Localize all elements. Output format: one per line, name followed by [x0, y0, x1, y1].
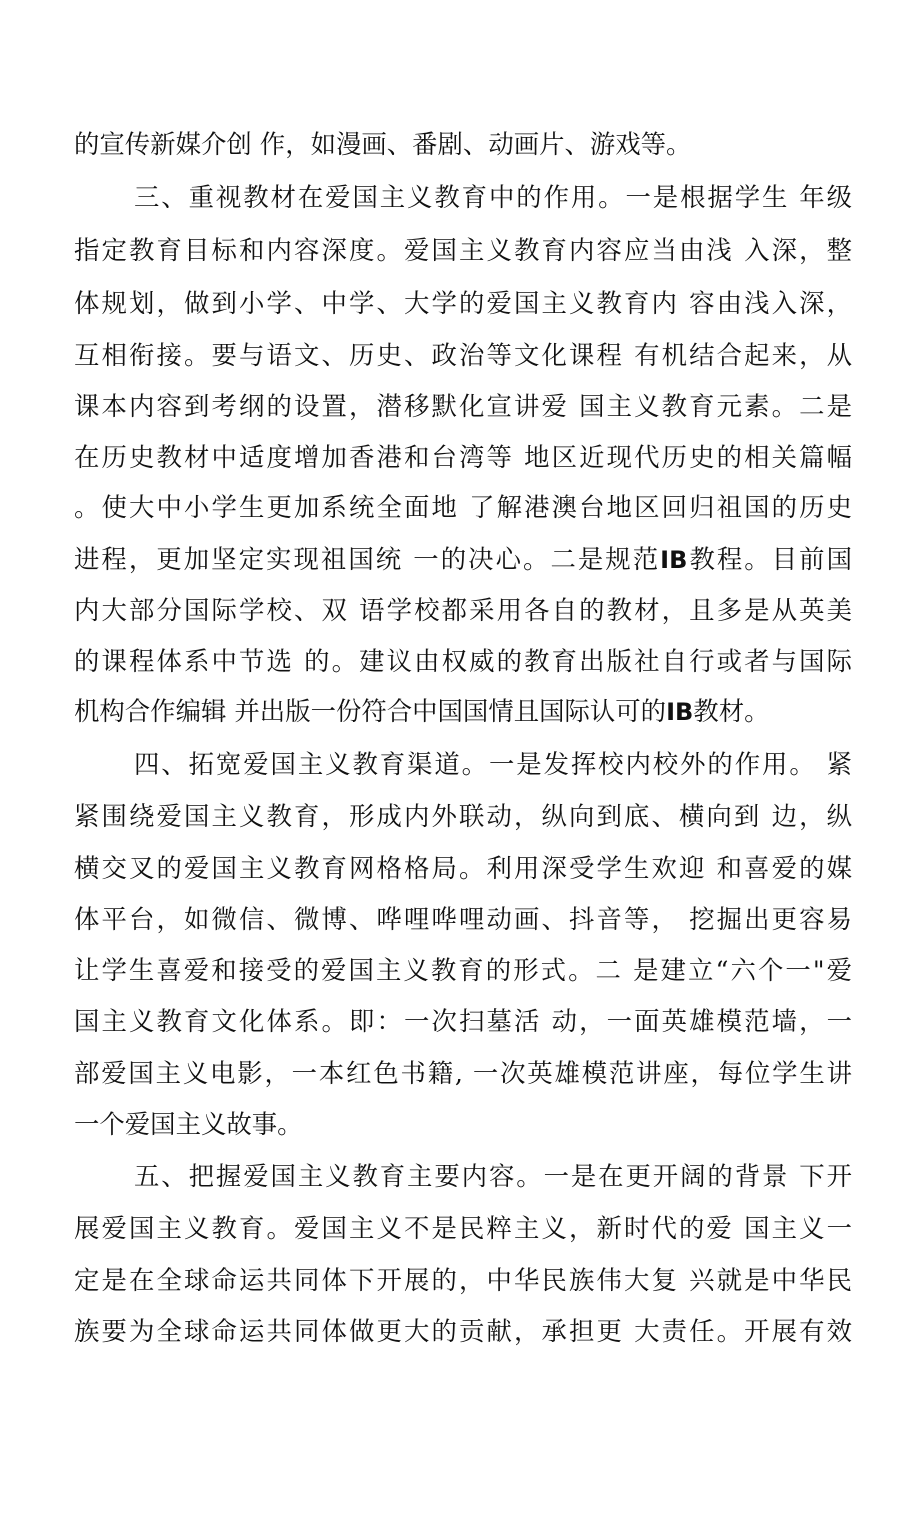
text-line: 部爱国主义电影，一本红色书籍, 一次英雄模范讲座，每位学生讲 — [74, 1058, 852, 1088]
text-line: 的课程体系中节选 的。建议由权威的教育出版社自行或者与国际 — [74, 646, 852, 676]
paragraph-heading-line: 四、拓宽爱国主义教育渠道。一是发挥校内校外的作用。 紧 — [134, 749, 852, 779]
text-line: 族要为全球命运共同体做更大的贡献，承担更 大责任。开展有效 — [74, 1316, 852, 1346]
text-line: 指定教育目标和内容深度。爱国主义教育内容应当由浅 入深，整 — [74, 235, 852, 265]
text-line: 。使大中小学生更加系统全面地 了解港澳台地区回归祖国的历史 — [74, 492, 852, 522]
text-line: 机构合作编辑 并出版一份符合中国国情且国际认可的IB教材。 — [74, 696, 770, 726]
text-line: 进程，更加坚定实现祖国统 一的决心。二是规范IB教程。目前国 — [74, 544, 852, 574]
text-line: 的宣传新媒介创 作，如漫画、番剧、动画片、游戏等。 — [74, 129, 692, 159]
text-line: 互相衔接。要与语文、历史、政治等文化课程 有机结合起来，从 — [74, 340, 852, 370]
paragraph-heading-line: 五、把握爱国主义教育主要内容。一是在更开阔的背景 下开 — [134, 1161, 852, 1191]
text-line: 定是在全球命运共同体下开展的，中华民族伟大复 兴就是中华民 — [74, 1265, 852, 1295]
text-line: 一个爱国主义故事。 — [74, 1109, 303, 1139]
text-line: 紧围绕爱国主义教育，形成内外联动，纵向到底、横向到 边，纵 — [74, 801, 852, 831]
text-line: 在历史教材中适度增加香港和台湾等 地区近现代历史的相关篇幅 — [74, 442, 852, 472]
paragraph-heading-line: 三、重视教材在爱国主义教育中的作用。一是根据学生 年级 — [134, 182, 852, 212]
text-line: 体规划，做到小学、中学、大学的爱国主义教育内 容由浅入深， — [74, 288, 852, 318]
text-line: 课本内容到考纲的设置，潜移默化宣讲爱 国主义教育元素。二是 — [74, 391, 852, 421]
text-line: 国主义教育文化体系。即：一次扫墓活 动，一面英雄模范墙，一 — [74, 1006, 852, 1036]
text-line: 体平台，如微信、微博、哗哩哗哩动画、抖音等， 挖掘出更容易 — [74, 904, 852, 934]
text-line: 横交叉的爱国主义教育网格格局。利用深受学生欢迎 和喜爱的媒 — [74, 853, 852, 883]
text-line: 让学生喜爱和接受的爱国主义教育的形式。二 是建立“六个一"爱 — [74, 955, 852, 985]
text-line: 展爱国主义教育。爱国主义不是民粹主义，新时代的爱 国主义一 — [74, 1213, 852, 1243]
text-line: 内大部分国际学校、双 语学校都采用各自的教材，且多是从英美 — [74, 595, 852, 625]
